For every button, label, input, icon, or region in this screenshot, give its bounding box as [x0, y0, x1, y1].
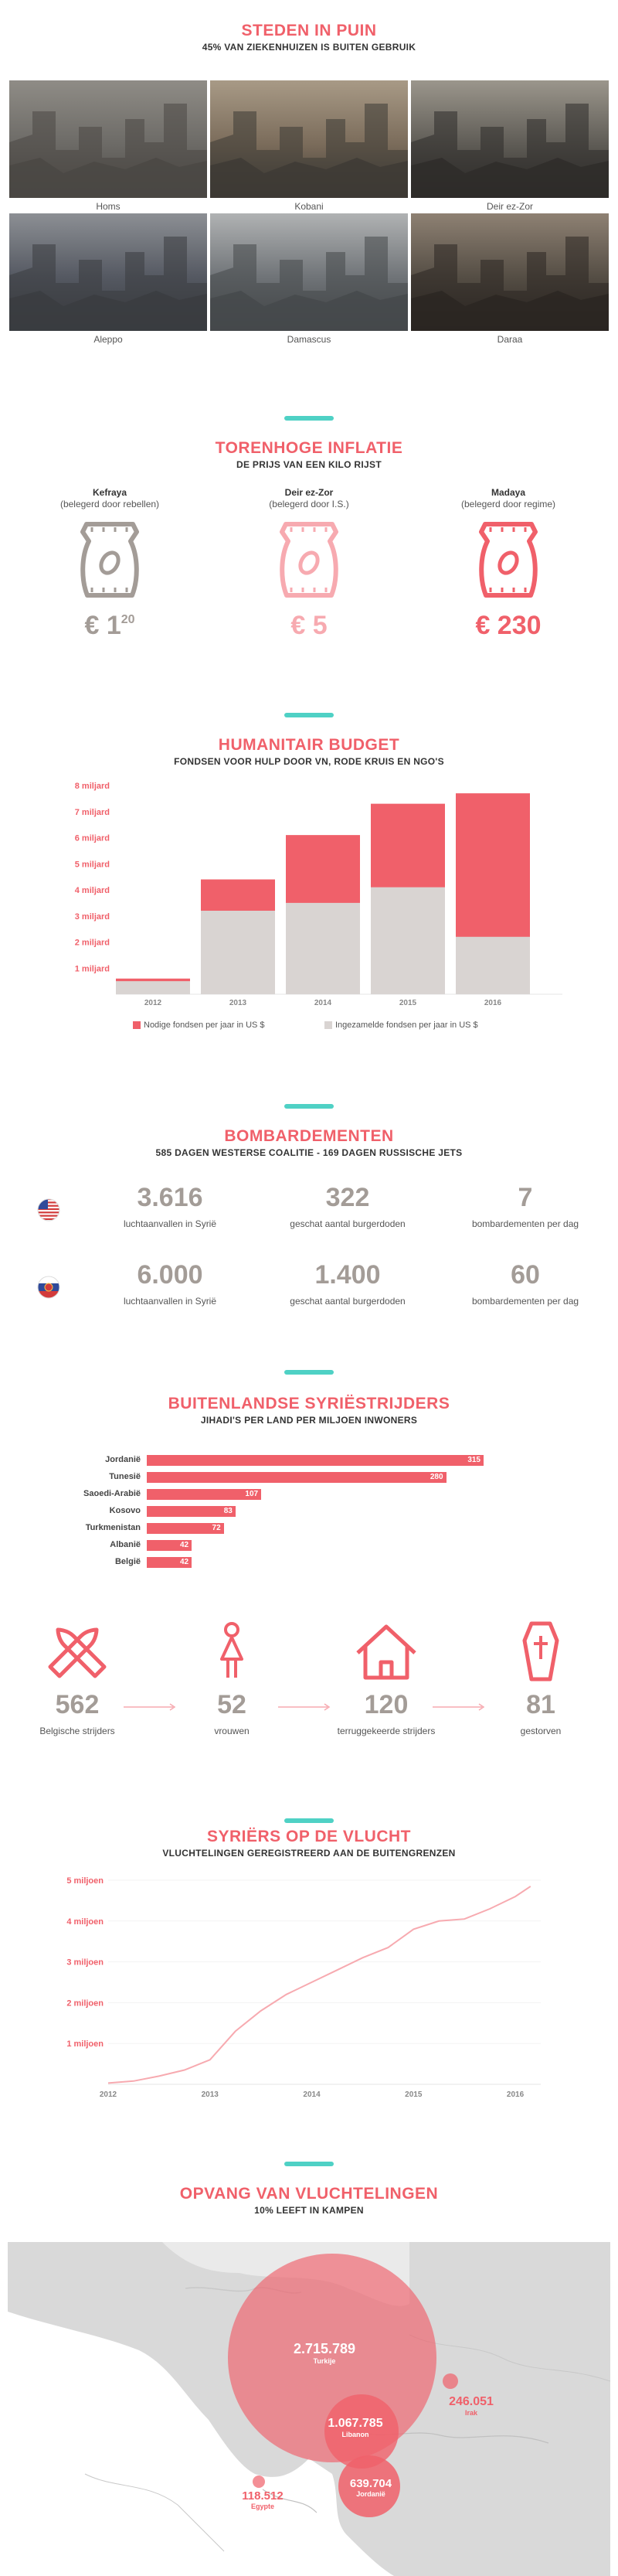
inflation-city: Madaya [491, 487, 526, 498]
legend-raised-label: Ingezamelde fondsen per jaar in US $ [335, 1021, 478, 1030]
country-bubble-label [270, 2341, 379, 2365]
bombing-number: 322 [325, 1183, 370, 1212]
legend-needed-label: Nodige fondsen per jaar in US $ [144, 1021, 265, 1030]
fighters-number: 81 [526, 1690, 555, 1719]
bar-value: 315 [467, 1456, 480, 1464]
bullets-icon [42, 1620, 112, 1682]
bombing-label: luchtaanvallen in Syrië [123, 1296, 217, 1307]
section-divider [284, 2162, 334, 2166]
russia-flag-icon [37, 1276, 60, 1299]
city-photo-caption: Damascus [287, 334, 331, 345]
y-tick-label: 7 miljard [74, 807, 110, 817]
usa-flag-icon [37, 1198, 60, 1222]
y-tick-label: 5 miljoen [66, 1876, 104, 1886]
refugees-subtitle: VLUCHTELINGEN GEREGISTREERD AAN DE BUITENGRENZEN [162, 1848, 456, 1859]
bar-raised [456, 937, 530, 994]
bombing-subtitle: 585 DAGEN WESTERSE COALITIE - 169 DAGEN RUSSISCHE JETS [155, 1147, 463, 1158]
x-tick-label: 2013 [229, 999, 247, 1005]
y-tick-label: 4 miljoen [66, 1917, 104, 1927]
legend-raised [324, 1021, 478, 1030]
bar-country-label: Albanië [110, 1540, 141, 1549]
inflation-city-sub: (belegerd door regime) [460, 499, 556, 509]
legend-swatch-needed [133, 1021, 141, 1029]
x-tick-label: 2015 [405, 2090, 423, 2099]
country-name: Jordanië [356, 2490, 385, 2498]
x-tick-label: 2013 [201, 2090, 219, 2099]
rice-price [224, 611, 394, 641]
city-photo [9, 80, 207, 198]
rice-price [25, 611, 195, 641]
bombing-label: geschat aantal burgerdoden [290, 1296, 406, 1307]
budget-title: HUMANITAIR BUDGET [218, 736, 400, 754]
fighters-label: vrouwen [214, 1726, 250, 1736]
rice-price [423, 611, 593, 641]
ruins-illustration [411, 80, 609, 198]
inflation-city-sub: (belegerd door rebellen) [59, 499, 160, 509]
country-name: Irak [464, 2409, 477, 2417]
x-tick-label: 2016 [484, 999, 502, 1005]
bombing-label: bombardementen per dag [471, 1218, 579, 1229]
city-photo-caption: Deir ez-Zor [486, 201, 533, 212]
cities-subtitle: 45% VAN ZIEKENHUIZEN IS BUITEN GEBRUIK [202, 42, 416, 53]
inflation-city: Deir ez-Zor [284, 487, 334, 498]
city-photo [9, 213, 207, 331]
budget-chart [46, 781, 572, 1005]
y-tick-label: 1 miljard [74, 964, 110, 974]
city-photo [210, 80, 408, 198]
bombing-title: BOMBARDEMENTEN [224, 1127, 394, 1145]
city-photo [411, 80, 609, 198]
price-main: € 5 [290, 611, 328, 640]
price-cents: 20 [121, 613, 135, 626]
cities-title: STEDEN IN PUIN [241, 22, 377, 39]
y-tick-label: 2 miljard [74, 938, 110, 948]
city-photo-caption: Aleppo [93, 334, 123, 345]
refugee-count: 639.704 [349, 2477, 392, 2490]
house-icon [351, 1620, 421, 1682]
country-bubble-label [209, 2489, 317, 2510]
price-main: € 1 [84, 611, 121, 640]
y-tick-label: 2 miljoen [66, 1998, 104, 2009]
inflation-city: Kefraya [92, 487, 127, 498]
refugee-count: 246.051 [449, 2395, 494, 2408]
city-photo-caption: Daraa [497, 334, 523, 345]
y-tick-label: 1 miljoen [66, 2039, 104, 2050]
refugees-title: SYRIËRS OP DE VLUCHT [207, 1828, 411, 1845]
city-photo-caption: Kobani [294, 201, 324, 212]
x-tick-label: 2012 [99, 2090, 117, 2099]
bar-country-label: Jordanië [105, 1455, 141, 1464]
refugee-count: 1.067.785 [328, 2417, 383, 2430]
y-tick-label: 4 miljard [74, 886, 110, 895]
bar-value: 72 [212, 1524, 221, 1532]
refugee-count: 118.512 [242, 2489, 284, 2503]
country-bubble-label [417, 2395, 525, 2417]
country-bubble-label [301, 2417, 409, 2438]
rice-bag-icon [474, 518, 543, 603]
bar-country-label: Kosovo [109, 1506, 141, 1515]
bar-country-label: Turkmenistan [85, 1523, 141, 1532]
bombing-number: 6.000 [137, 1260, 203, 1290]
bombing-label: bombardementen per dag [471, 1296, 579, 1307]
bar-raised [201, 911, 275, 994]
country-name: Turkije [313, 2357, 336, 2365]
x-tick-label: 2015 [399, 999, 417, 1005]
legend-swatch-raised [324, 1021, 332, 1029]
bar-raised [371, 888, 445, 994]
shelter-subtitle: 10% LEEFT IN KAMPEN [254, 2205, 364, 2216]
country-name: Libanon [341, 2431, 369, 2438]
ruins-illustration [411, 213, 609, 331]
fighters-subtitle: JIHADI'S PER LAND PER MILJOEN INWONERS [200, 1415, 418, 1426]
y-tick-label: 3 miljoen [66, 1958, 104, 1968]
bar-country-label: Tunesië [109, 1472, 141, 1481]
section-divider [284, 1104, 334, 1109]
bar-value: 107 [245, 1490, 259, 1498]
ruins-illustration [210, 213, 408, 331]
y-tick-label: 8 miljard [74, 782, 110, 791]
section-divider [284, 416, 334, 421]
legend-needed [133, 1021, 265, 1030]
refugee-chart [46, 1869, 572, 2106]
city-photo-caption: Homs [96, 201, 121, 212]
x-tick-label: 2014 [314, 999, 332, 1005]
bar-value: 280 [430, 1473, 443, 1481]
city-photo [210, 213, 408, 331]
y-tick-label: 3 miljard [74, 911, 110, 922]
section-divider [284, 1370, 334, 1375]
fighters-number: 52 [217, 1690, 246, 1719]
refugee-line [108, 1886, 531, 2084]
woman-icon [197, 1620, 267, 1682]
y-tick-label: 5 miljard [74, 860, 110, 870]
bombing-label: luchtaanvallen in Syrië [123, 1218, 217, 1229]
price-main: € 230 [475, 611, 542, 640]
bombing-number: 3.616 [137, 1183, 203, 1212]
inflation-title: TORENHOGE INFLATIE [215, 439, 403, 457]
bombing-number: 7 [518, 1183, 533, 1212]
fighters-number: 120 [364, 1690, 409, 1719]
bar-country-label: België [114, 1557, 141, 1566]
bar-raised [286, 903, 360, 994]
fighters-title: BUITENLANDSE SYRIËSTRIJDERS [168, 1395, 450, 1412]
ruins-illustration [210, 80, 408, 198]
inflation-subtitle: DE PRIJS VAN EEN KILO RIJST [236, 459, 382, 470]
bombing-number: 1.400 [314, 1260, 381, 1290]
bombing-number: 60 [511, 1260, 540, 1290]
country-bubble-label [317, 2477, 425, 2498]
bar-country-label: Saoedi-Arabië [83, 1489, 141, 1498]
rice-bag-icon [274, 518, 344, 603]
fighters-number: 562 [55, 1690, 100, 1719]
fighters-label: Belgische strijders [39, 1726, 115, 1736]
city-photo [411, 213, 609, 331]
fighters-label: terruggekeerde strijders [337, 1726, 436, 1736]
shelter-title: OPVANG VAN VLUCHTELINGEN [179, 2185, 439, 2203]
bar-value: 42 [180, 1558, 189, 1566]
rice-bag-icon [75, 518, 144, 603]
ruins-illustration [9, 80, 207, 198]
inflation-city-sub: (belegerd door I.S.) [269, 499, 349, 509]
country-name: Egypte [250, 2503, 274, 2510]
budget-subtitle: FONDSEN VOOR HULP DOOR VN, RODE KRUIS EN NGO'S [174, 756, 444, 767]
bar-value: 83 [223, 1507, 233, 1515]
bar-value: 42 [180, 1541, 189, 1549]
ruins-illustration [9, 213, 207, 331]
bar-raised [116, 981, 190, 994]
refugee-count: 2.715.789 [293, 2341, 356, 2356]
x-tick-label: 2014 [303, 2090, 321, 2099]
fighters-label: gestorven [520, 1726, 562, 1736]
coffin-icon [506, 1620, 576, 1682]
section-divider [284, 1818, 334, 1823]
x-tick-label: 2012 [144, 999, 162, 1005]
bombing-label: geschat aantal burgerdoden [290, 1218, 406, 1229]
y-tick-label: 6 miljard [74, 833, 110, 843]
section-divider [284, 713, 334, 717]
x-tick-label: 2016 [506, 2090, 525, 2099]
